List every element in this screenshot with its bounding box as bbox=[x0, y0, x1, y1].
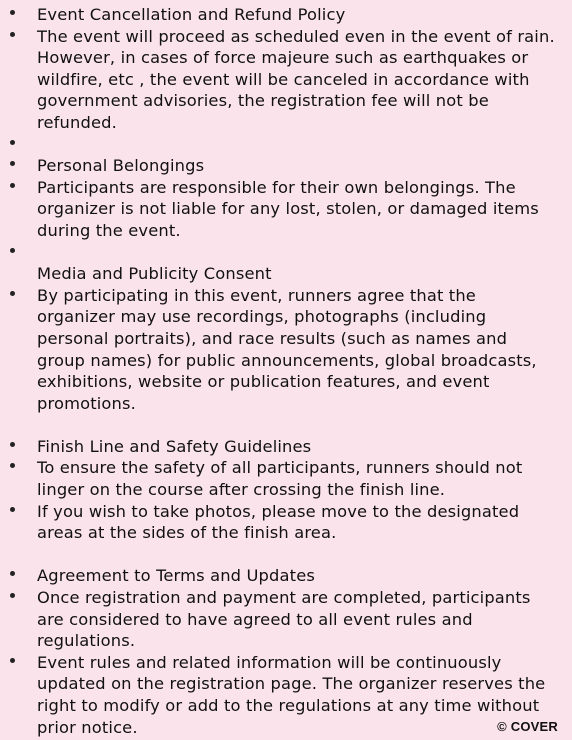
item-text: To ensure the safety of all participants, runners should not linger on the course after crossing the finish line. bbox=[37, 458, 523, 500]
bullet-icon bbox=[0, 652, 37, 674]
section-heading-finish-line bbox=[0, 436, 572, 458]
bullet-icon bbox=[0, 4, 37, 26]
list-item bbox=[0, 501, 572, 544]
heading-text: Agreement to Terms and Updates bbox=[37, 566, 315, 586]
bullet-icon bbox=[0, 242, 37, 264]
spacer bbox=[0, 414, 572, 436]
item-text: By participating in this event, runners agree that the organizer may use recordings, photographs (including personal portraits), and race results (such as names and group names) for public announcements, global broadcasts, exhibitions, website or publication features, and event promotions. bbox=[37, 285, 537, 413]
list-item bbox=[0, 587, 572, 652]
bullet-icon bbox=[0, 501, 37, 523]
section-heading-agreement bbox=[0, 565, 572, 587]
heading-text: Event Cancellation and Refund Policy bbox=[37, 5, 346, 24]
bullet-icon bbox=[0, 587, 37, 609]
item-text: Event rules and related information will be continuously updated on the registration page. The organizer reserves the right to modify or add to the regulations at any time without prior notice. bbox=[37, 652, 546, 737]
copyright-label: © COVER bbox=[497, 719, 558, 734]
list-item bbox=[0, 285, 572, 415]
empty-list-item bbox=[0, 242, 572, 264]
item-text: If you wish to take photos, please move to the designated areas at the sides of the finish area. bbox=[37, 501, 520, 543]
heading-text: Finish Line and Safety Guidelines bbox=[37, 436, 312, 456]
section-heading-media bbox=[0, 263, 572, 285]
heading-text: Personal Belongings bbox=[37, 156, 205, 176]
bullet-icon bbox=[0, 177, 37, 199]
item-text: The event will proceed as scheduled even in the event of rain. However, in cases of force majeure such as earthquakes or wildfire, etc , the event will be canceled in accordance with government advisories, the registration fee will not be refunded. bbox=[37, 26, 555, 132]
list-item bbox=[0, 457, 572, 500]
item-text: Participants are responsible for their own belongings. The organizer is not liable for any lost, stolen, or damaged items during the event. bbox=[37, 177, 539, 240]
heading-text: Media and Publicity Consent bbox=[37, 264, 272, 284]
empty-list-item bbox=[0, 134, 572, 156]
section-heading-cancellation bbox=[0, 4, 572, 26]
bullet-icon bbox=[0, 285, 37, 307]
bullet-icon bbox=[0, 155, 37, 177]
list-item bbox=[0, 177, 572, 242]
bullet-icon bbox=[0, 565, 37, 587]
list-item bbox=[0, 652, 572, 738]
bullet-icon bbox=[0, 134, 37, 156]
list-item bbox=[0, 26, 572, 134]
spacer bbox=[0, 544, 572, 566]
item-text: Once registration and payment are completed, participants are considered to have agreed to all event rules and regulations. bbox=[37, 588, 531, 651]
section-heading-belongings bbox=[0, 155, 572, 177]
bullet-icon bbox=[0, 26, 37, 48]
bullet-icon bbox=[0, 457, 37, 479]
policy-document bbox=[0, 4, 572, 738]
bullet-icon bbox=[0, 436, 37, 458]
